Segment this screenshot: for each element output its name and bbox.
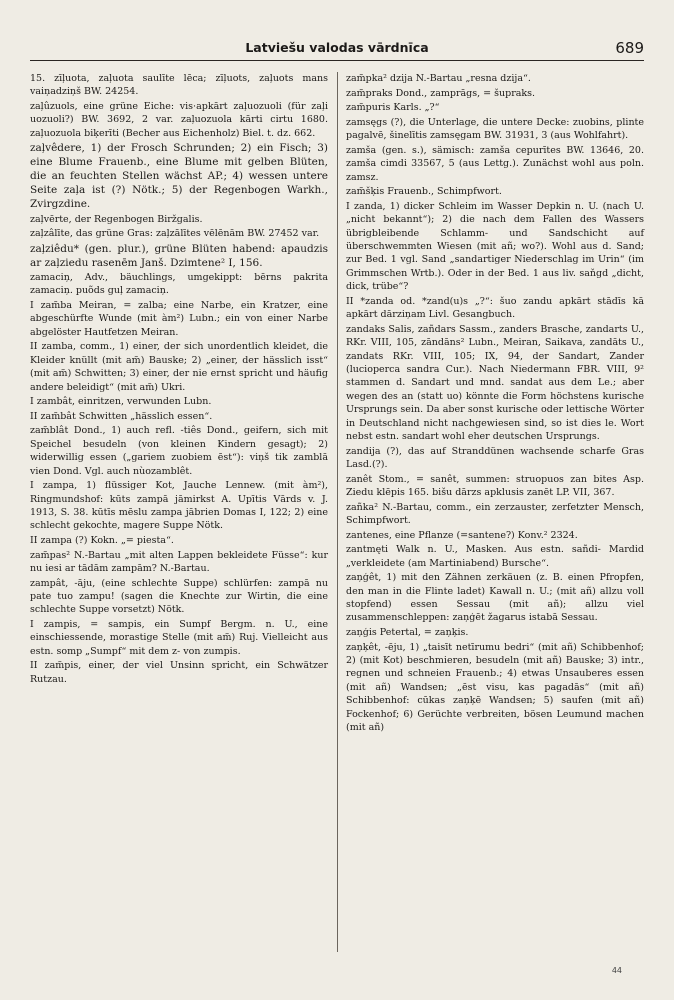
- dictionary-entry: zam̃puris Karls. „?“: [346, 102, 440, 114]
- dictionary-title: Latviešu valodas vārdnīca: [245, 40, 429, 55]
- dictionary-entry: zaņģêt, 1) mit den Zähnen zerkäuen (z. B. einen Pfropfen, den man in die Flinte ladet) Kawall n. U.; (mit añ) allzu voll stopfend) essen Sessau (mit añ); allzu viel zusammenschleppen: zaņģēt žagarus istabā Sessau.: [346, 572, 644, 624]
- dictionary-entry: I zam̃ba Meiran, = zalba; eine Narbe, ein Kratzer, eine abgeschürfte Wunde (mit àm²) Lubn.; ein von einer Narbe abgelöster Hautfetzen Meiran.: [30, 299, 328, 338]
- dictionary-entry: zantenes, eine Pflanze (=santene?) Konv.² 2324.: [346, 529, 578, 541]
- dictionary-entry: zantmęti Walk n. U., Masken. Aus estn. sañdi- Mardid „verkleidete (am Martiniabend) Bursche“.: [346, 544, 644, 569]
- dictionary-entry: I zambât, einritzen, verwunden Lubn.: [30, 396, 212, 408]
- dictionary-entry: zandija (?), das auf Stranddünen wachsende scharfe Gras Lasd.(?).: [346, 445, 644, 471]
- dictionary-entry: zandaks Salis, zañdars Sassm., zanders Brasche, zandarts U., RKr. VIII, 105, zāndāns² Lubn., Meiran, Saikava, zandāts U., zandats RKr. VIII, 105; IX, 94, der Sandart, Zander (lucioperca sandra Cur.). Nach Niedermann FBR. VIII, 9² stammen d. Sandart und mnd. sandat aus dem Le.; aber wegen des an (statt uo) könnte die Form höchstens kurische Ursprungs sein. Da aber sonst kurische oder lettische Wörter in Deutschland nicht nachgewiesen sind, so ist dies le. Wort nebst estn. sandart wohl eher deutschen Ursprungs.: [346, 323, 644, 443]
- dictionary-entry: zam̃praks Dond., zamprāgs, = šupraks.: [346, 87, 536, 99]
- dictionary-entry: zampât, -āju, (eine schlechte Suppe) schlürfen: zampā nu pate tuo zampu! (sagen die Knechte zur Wirtin, die eine schlechte Suppe vorsetzt) Nötk.: [30, 577, 328, 616]
- column-divider: [337, 72, 338, 952]
- dictionary-entry: II zam̃bât Schwitten „hässlich essen“.: [30, 410, 213, 422]
- dictionary-entry: zamša (gen. s.), sämisch: zamša cepurītes BW. 13646, 20. zamša cimdi 33567, 5 (aus Lettg.). Zunächst wohl aus poln. zamsz.: [346, 144, 644, 183]
- right-column: [346, 72, 644, 736]
- dictionary-entry: zaļvêdere, 1) der Frosch Schrunden; 2) ein Fisch; 3) eine Blume Frauenb., eine Blume mit gelben Blüten, die an feuchten Stellen wächst AP.; 4) wessen untere Seite zaļa ist (?) Nötk.; 5) der Regenbogen Warkh., Zvirgzdine.: [30, 142, 328, 211]
- dictionary-entry: II *zanda od. *zand(u)s „?“: šuo zandu apkārt stādīs kā apkārt dārziņam Livl. Gesangbuch.: [346, 295, 644, 321]
- dictionary-entry: zaļziêdu* (gen. plur.), grüne Blüten habend: apaudzis ar zaļziedu rasenēm Janš. Dzimtene² I, 156.: [30, 242, 328, 269]
- dictionary-entry: I zanda, 1) dicker Schleim im Wasser Depkin n. U. (nach U. „nicht bekannt“); 2) die nach dem Fallen des Wassers übrigbleibende Schlamm- und Sandschicht auf überschwemmten Wiesen (mit añ; wo?). Wohl aus d. Sand; zur Bed. 1 vgl. Sand „sandartiger Niederschlag im Urin“ (im Grimmschen Wrtb.). Oder in der Bed. 1 aus liv. saňgd „dicht, dick, trübe“?: [346, 200, 644, 293]
- page-header: [30, 38, 644, 61]
- dictionary-entry: zam̃šķis Frauenb., Schimpfwort.: [346, 186, 502, 198]
- dictionary-entry: zamaciņ, Adv., bäuchlings, umgekippt: bērns pakrita zamaciņ. puõds guļ zamaciņ.: [30, 271, 328, 297]
- page-number: 689: [615, 39, 644, 57]
- footer-signature-mark: 44: [611, 966, 622, 975]
- dictionary-entry: zaļvērte, der Regenbogen Biržgalis.: [30, 213, 203, 225]
- dictionary-entry: zam̃pas² N.-Bartau „mit alten Lappen bekleidete Füsse“: kur nu iesi ar tādām zampām? N.-Bartau.: [30, 549, 328, 574]
- dictionary-entry: zam̃pka² dzija N.-Bartau „rеsna dzija“.: [346, 73, 531, 84]
- dictionary-entry: zañka² N.-Bartau, comm., ein zerzauster, zerfetzter Mensch, Schimpfwort.: [346, 501, 644, 527]
- dictionary-entry: zaņģis Petertal, = zaņķis.: [346, 627, 469, 639]
- dictionary-entry: zanêt Stom., = sanêt, summen: struopuos zan bites Asp. Ziedu klēpis 165. bišu dārzs apklusis zanēt LP. VII, 367.: [346, 473, 644, 499]
- dictionary-entry: 15. zīļuota, zaļuota saulīte lēca; zīļuots, zaļuots mans vaiņadziņš BW. 24254.: [30, 73, 328, 98]
- dictionary-entry: zam̃blât Dond., 1) auch refl. -tiês Dond., geifern, sich mit Speichel besudeln (von kleinen Kindern gesagt); 2) widerwillig essen („gariem zuobiem ēst“): viņš tik zamblā vien Dond. Vgl. auch nùozamblêt.: [30, 425, 328, 477]
- dictionary-entry: II zampa (?) Kokn. „= piesta“.: [30, 535, 174, 546]
- dictionary-entry: I zampa, 1) flüssiger Kot, Jauche Lennew. (mit àm²), Ringmundshof: kūts zampā jāmirkst A. Upītis Vārds v. J. 1913, S. 38. kūtīs mēslu zampa jābrien Domas I, 122; 2) eine schlecht gekochte, magere Suppe Nötk.: [30, 480, 328, 532]
- dictionary-entry: zaļzâlīte, das grüne Gras: zaļzālītes vēlēnām BW. 27452 var.: [30, 228, 320, 240]
- dictionary-entry: I zampis, = sampis, ein Sumpf Bergm. n. U., eine einschiessende, morastige Stelle (mit am̃) Ruj. Vielleicht aus estn. somp „Sumpf“ mit dem z- von zumpis.: [30, 619, 328, 657]
- dictionary-entry: II zam̃pis, einer, der viel Unsinn spricht, ein Schwätzer Rutzau.: [30, 660, 328, 685]
- dictionary-entry: zaļûzuols, eine grüne Eiche: vis·apkārt zaļuozuoli (für zaļi uozuoli?) BW. 3692, 2 var. zaļuozuola kārti cirtu 1680. zaļuozuola biķerīti (Becher aus Eichenholz) Biel. t. dz. 662.: [30, 101, 328, 139]
- dictionary-entry: zaņķêt, -ēju, 1) „taisīt netīrumu bedri“ (mit añ) Schibbenhof; 2) (mit Kot) beschmieren, besudeln (mit añ) Bauske; 3) intr., regnen und schneien Frauenb.; 4) etwas Unsauberes essen (mit añ) Wandsen; „ēst visu, kas pagadās“ (mit añ) Schibbenhof: cūkas zaņķē Wandsen; 5) saufen (mit añ) Fockenhof; 6) Gerüchte verbreiten, bösen Leumund machen (mit añ): [346, 641, 644, 734]
- left-column: [30, 72, 328, 687]
- dictionary-entry: II zamba, comm., 1) einer, der sich unordentlich kleidet, die Kleider knüllt (mit am̃) Bauske; 2) „einer, der hässlich isst“ (mit am̃) Schwitten; 3) einer, der nie ernst spricht und häufig andere beleidigt“ (mit am̃) Ukri.: [30, 341, 328, 393]
- dictionary-entry: zamsęgs (?), die Unterlage, die untere Decke: zuobins, plinte pagalvē, šinelītis zamsęgam BW. 31931, 3 (aus Wohlfahrt).: [346, 116, 644, 142]
